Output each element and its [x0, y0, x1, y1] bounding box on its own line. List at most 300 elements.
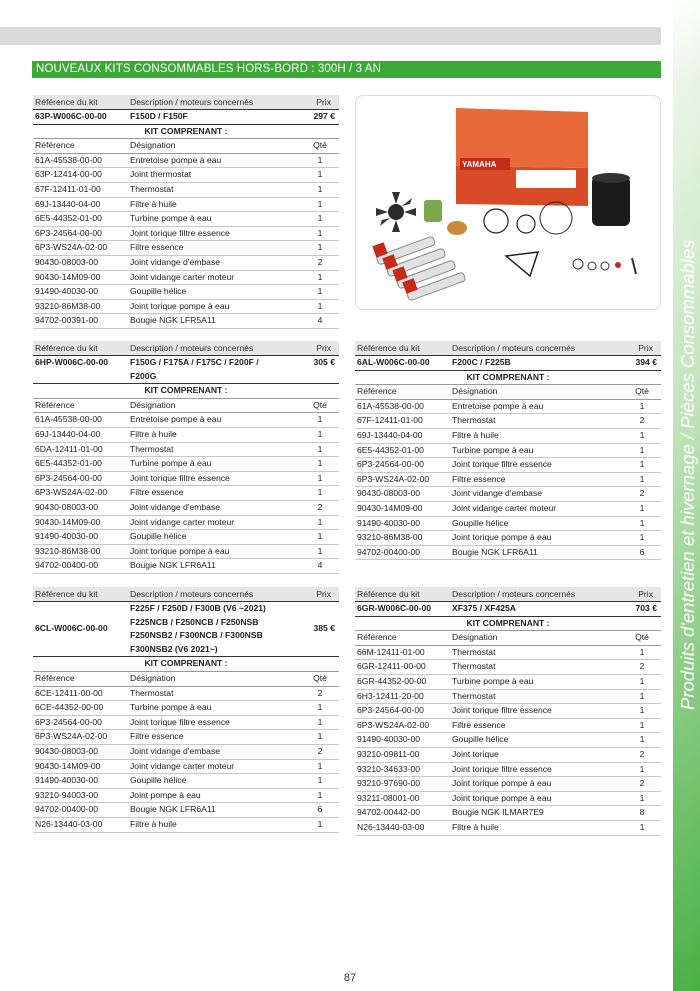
- price-label: Prix: [316, 97, 331, 107]
- part-designation: Joint torique pompe à eau: [452, 792, 552, 803]
- part-reference: 69J-13440-04-00: [35, 198, 101, 209]
- part-quantity: 1: [317, 545, 323, 556]
- table-row: [33, 285, 339, 300]
- part-quantity: 2: [639, 748, 645, 759]
- items-header-row: [355, 385, 661, 400]
- table-row: [33, 516, 339, 531]
- part-designation: Joint torique: [452, 748, 499, 759]
- part-designation: Joint torique filtre essence: [130, 472, 230, 483]
- desc-label: Description / moteurs concernés: [130, 589, 254, 599]
- table-row: [33, 701, 339, 716]
- designation-label: Désignation: [452, 632, 498, 643]
- part-reference: 6E5-44352-01-00: [357, 444, 424, 455]
- part-designation: Thermostat: [130, 687, 174, 698]
- part-quantity: 1: [639, 400, 645, 411]
- part-designation: Filtre à huile: [452, 821, 499, 832]
- table-row: [355, 473, 661, 488]
- part-designation: Filtre essence: [452, 719, 506, 730]
- part-reference: 6P3-WS24A-02-00: [35, 731, 108, 742]
- table-row: [355, 458, 661, 473]
- part-designation: Joint torique filtre essence: [130, 227, 230, 238]
- part-reference: 93211-08001-00: [357, 792, 420, 803]
- part-reference: 6H3-12411-20-00: [357, 690, 424, 701]
- part-quantity: 1: [639, 646, 645, 657]
- part-designation: Joint thermostat: [130, 169, 192, 180]
- kit-price: 703 €: [635, 603, 657, 613]
- part-reference: 61A-45538-00-00: [35, 154, 102, 165]
- table-row: [355, 690, 661, 705]
- reference-label: Référence: [357, 386, 397, 397]
- part-quantity: 1: [317, 271, 323, 282]
- kit-main-row: [33, 601, 339, 657]
- table-row: [33, 256, 339, 271]
- part-reference: 6GR-12411-00-00: [357, 661, 426, 672]
- part-reference: 6CE-12411-00-00: [35, 687, 103, 698]
- part-quantity: 1: [639, 459, 645, 470]
- table-row: [33, 443, 339, 458]
- side-title: Produits d'entretien et hivernage / Pièces Consommables: [677, 239, 698, 710]
- part-quantity: 1: [639, 473, 645, 484]
- small-ring-icon: [588, 262, 596, 270]
- table-row: [355, 821, 661, 836]
- kit-table: [355, 341, 661, 560]
- table-row: [33, 457, 339, 472]
- table-row: [33, 241, 339, 256]
- qty-label: Qté: [313, 672, 327, 683]
- kit-table: [33, 587, 339, 833]
- part-designation: Filtre essence: [130, 487, 184, 498]
- part-designation: Thermostat: [452, 415, 496, 426]
- table-row: [33, 774, 339, 789]
- part-designation: Joint torique pompe à eau: [452, 778, 552, 789]
- part-quantity: 2: [317, 745, 323, 756]
- table-row: [33, 212, 339, 227]
- designation-label: Désignation: [130, 399, 176, 410]
- part-reference: 6E5-44352-01-00: [35, 458, 102, 469]
- desc-label: Description / moteurs concernés: [452, 343, 576, 353]
- part-quantity: 1: [317, 531, 323, 542]
- desc-label: Description / moteurs concernés: [130, 343, 254, 353]
- gasket-icon: [484, 209, 508, 233]
- part-designation: Goupille hélice: [130, 775, 187, 786]
- kit-models-line: F225F / F250D / F300B (V6 ~2021): [130, 603, 266, 613]
- part-reference: 93210-97690-00: [357, 778, 421, 789]
- part-designation: Thermostat: [130, 183, 174, 194]
- part-quantity: 1: [639, 675, 645, 686]
- table-row: [355, 487, 661, 502]
- part-reference: 93210-09811-00: [357, 748, 420, 759]
- part-designation: Goupille hélice: [452, 517, 509, 528]
- part-quantity: 1: [639, 429, 645, 440]
- part-designation: Entretoise pompe à eau: [130, 414, 222, 425]
- part-designation: Filtre à huile: [452, 429, 499, 440]
- impeller-icon: [376, 192, 416, 232]
- part-quantity: 1: [639, 719, 645, 730]
- part-reference: 93210-86M38-00: [357, 532, 423, 543]
- part-reference: 6GR-44352-00-00: [357, 675, 427, 686]
- kit-models-line: F250NSB2 / F300NCB / F300NSB: [130, 630, 263, 641]
- part-designation: Joint torique pompe à eau: [452, 532, 552, 543]
- part-designation: Filtre essence: [130, 242, 184, 253]
- part-quantity: 2: [317, 256, 323, 267]
- kit-header-row: [33, 341, 339, 355]
- part-designation: Bougie NGK LFR6A11: [452, 546, 538, 557]
- part-quantity: 2: [639, 778, 645, 789]
- part-reference: 6P3-24564-00-00: [357, 459, 424, 470]
- table-row: [33, 818, 339, 833]
- qty-label: Qté: [635, 632, 649, 643]
- part-quantity: 1: [317, 716, 323, 727]
- part-designation: Turbine pompe à eau: [130, 458, 212, 469]
- table-row: [33, 168, 339, 183]
- kit-header-row: [33, 587, 339, 601]
- kit-reference: 6AL-W006C-00-00: [357, 357, 430, 367]
- part-quantity: 1: [639, 792, 645, 803]
- part-quantity: 1: [639, 532, 645, 543]
- part-quantity: 1: [317, 227, 323, 238]
- part-designation: Turbine pompe à eau: [452, 444, 534, 455]
- table-row: [33, 545, 339, 560]
- part-designation: Joint vidange d'embase: [130, 745, 221, 756]
- part-designation: Goupille hélice: [130, 286, 187, 297]
- items-header-row: [355, 631, 661, 646]
- fuel-filter-icon: [424, 200, 442, 222]
- part-quantity: 1: [639, 690, 645, 701]
- part-quantity: 1: [317, 472, 323, 483]
- ref-kit-label: Référence du kit: [35, 97, 98, 107]
- part-designation: Joint vidange d'embase: [452, 488, 543, 499]
- part-designation: Filtre essence: [452, 473, 506, 484]
- table-row: [33, 716, 339, 731]
- table-row: [33, 413, 339, 428]
- part-reference: N26-13440-03-00: [357, 821, 425, 832]
- part-quantity: 8: [639, 807, 645, 818]
- part-quantity: 1: [317, 443, 323, 454]
- part-reference: 6DA-12411-01-00: [35, 443, 103, 454]
- kit-comprenant: KIT COMPRENANT :: [33, 657, 339, 672]
- part-designation: Joint pompe à eau: [130, 789, 201, 800]
- part-designation: Entretoise pompe à eau: [452, 400, 544, 411]
- part-reference: 91490-40030-00: [357, 517, 421, 528]
- part-reference: 94702-00400-00: [357, 546, 421, 557]
- kit-reference: 6CL-W006C-00-00: [35, 623, 108, 634]
- table-row: [33, 154, 339, 169]
- designation-label: Désignation: [452, 386, 498, 397]
- table-row: [33, 530, 339, 545]
- kit-price: 305 €: [313, 357, 335, 367]
- part-quantity: 1: [317, 286, 323, 297]
- thermostat-icon: [447, 221, 467, 235]
- part-reference: 6P3-24564-00-00: [35, 716, 102, 727]
- kit-table: [33, 95, 339, 329]
- kit-product-photo: [355, 95, 661, 310]
- part-designation: Joint torique filtre essence: [452, 705, 552, 716]
- part-quantity: 1: [639, 763, 645, 774]
- kit-reference: 6GR-W006C-00-00: [357, 603, 432, 613]
- table-row: [33, 271, 339, 286]
- kit-models: F150D / F150F: [130, 111, 188, 121]
- table-row: [355, 733, 661, 748]
- part-reference: 90430-08003-00: [35, 256, 99, 267]
- part-reference: 6P3-WS24A-02-00: [357, 719, 430, 730]
- part-designation: Filtre essence: [130, 731, 184, 742]
- part-reference: 93210-86M38-00: [35, 545, 101, 556]
- table-row: [33, 803, 339, 818]
- part-quantity: 4: [317, 315, 323, 326]
- part-designation: Thermostat: [130, 443, 174, 454]
- part-quantity: 1: [639, 705, 645, 716]
- kit-price: 394 €: [635, 357, 657, 367]
- part-reference: 61A-45538-00-00: [35, 414, 102, 425]
- table-row: [33, 227, 339, 242]
- part-reference: 6P3-WS24A-02-00: [35, 242, 108, 253]
- oring-icon: [517, 215, 535, 233]
- part-reference: 93210-86M38-00: [35, 300, 101, 311]
- kit-models: [130, 602, 285, 656]
- kit-comprenant: KIT COMPRENANT :: [355, 371, 661, 386]
- part-reference: 6E5-44352-01-00: [35, 213, 102, 224]
- part-designation: Joint vidange carter moteur: [130, 516, 235, 527]
- part-designation: Joint torique pompe à eau: [130, 300, 230, 311]
- oring-icon: [540, 202, 572, 234]
- part-reference: 93210-94003-00: [35, 789, 99, 800]
- table-row: [33, 428, 339, 443]
- table-row: [355, 675, 661, 690]
- table-row: [355, 763, 661, 778]
- part-reference: 6P3-24564-00-00: [35, 472, 102, 483]
- page-number: 87: [343, 972, 357, 984]
- small-ring-icon: [615, 262, 621, 268]
- kit-models-line: F225NCB / F250NCB / F250NSB: [130, 616, 259, 627]
- kit-table: [355, 587, 661, 836]
- part-reference: 66M-12411-01-00: [357, 646, 425, 657]
- small-ring-icon: [601, 262, 609, 270]
- table-row: [33, 789, 339, 804]
- part-designation: Joint torique filtre essence: [452, 459, 552, 470]
- kit-reference: 6HP-W006C-00-00: [35, 357, 109, 367]
- part-reference: 6P3-WS24A-02-00: [357, 473, 430, 484]
- items-header-row: [33, 672, 339, 687]
- part-reference: 90430-14M09-00: [357, 502, 423, 513]
- part-reference: 91490-40030-00: [35, 775, 99, 786]
- ref-kit-label: Référence du kit: [35, 589, 98, 599]
- part-reference: 91490-40030-00: [357, 734, 421, 745]
- pump-gasket-icon: [506, 252, 538, 276]
- kit-header-row: [33, 95, 339, 109]
- part-quantity: 2: [317, 501, 323, 512]
- part-designation: Joint vidange carter moteur: [130, 760, 235, 771]
- kit-main-row: [355, 601, 661, 617]
- table-row: [33, 687, 339, 702]
- part-quantity: 2: [639, 661, 645, 672]
- part-quantity: 2: [639, 415, 645, 426]
- part-designation: Thermostat: [452, 690, 496, 701]
- price-label: Prix: [638, 589, 653, 599]
- part-quantity: 2: [317, 687, 323, 698]
- qty-label: Qté: [313, 399, 327, 410]
- part-reference: 90430-08003-00: [35, 745, 99, 756]
- ref-kit-label: Référence du kit: [357, 343, 420, 353]
- part-quantity: 1: [317, 731, 323, 742]
- part-designation: Joint torique filtre essence: [130, 716, 230, 727]
- price-label: Prix: [638, 343, 653, 353]
- part-quantity: 1: [317, 169, 323, 180]
- desc-label: Description / moteurs concernés: [452, 589, 576, 599]
- part-quantity: 1: [317, 213, 323, 224]
- reference-label: Référence: [35, 672, 75, 683]
- designation-label: Désignation: [130, 140, 176, 151]
- table-row: [355, 414, 661, 429]
- oil-filter-icon: [592, 176, 630, 226]
- kit-comprenant: KIT COMPRENANT :: [355, 617, 661, 632]
- part-designation: Joint vidange d'embase: [130, 501, 221, 512]
- table-row: [33, 183, 339, 198]
- part-quantity: 1: [317, 242, 323, 253]
- price-label: Prix: [316, 589, 331, 599]
- kit-price: 297 €: [313, 111, 335, 121]
- table-row: [355, 502, 661, 517]
- designation-label: Désignation: [130, 672, 176, 683]
- table-row: [355, 400, 661, 415]
- table-row: [355, 444, 661, 459]
- kit-main-row: [33, 109, 339, 125]
- table-row: [355, 719, 661, 734]
- table-row: [355, 517, 661, 532]
- part-reference: 90430-14M09-00: [35, 760, 101, 771]
- table-row: [33, 760, 339, 775]
- ref-kit-label: Référence du kit: [357, 589, 420, 599]
- part-quantity: 1: [639, 821, 645, 832]
- part-quantity: 1: [317, 198, 323, 209]
- reference-label: Référence: [35, 399, 75, 410]
- part-reference: 91490-40030-00: [35, 286, 99, 297]
- qty-label: Qté: [635, 386, 649, 397]
- kit-main-row: [355, 355, 661, 371]
- part-reference: 94702-00442-00: [357, 807, 421, 818]
- table-row: [355, 704, 661, 719]
- ref-kit-label: Référence du kit: [35, 343, 98, 353]
- reference-label: Référence: [35, 140, 75, 151]
- table-row: [355, 748, 661, 763]
- part-reference: 94702-00400-00: [35, 560, 99, 571]
- part-designation: Joint torique filtre essence: [452, 763, 552, 774]
- section-title: NOUVEAUX KITS CONSOMMABLES HORS-BORD : 300H / 3 AN: [32, 61, 661, 78]
- part-quantity: 1: [317, 818, 323, 829]
- part-quantity: 1: [639, 734, 645, 745]
- cotter-pin-icon: [632, 258, 636, 274]
- part-designation: Joint torique pompe à eau: [130, 545, 230, 556]
- part-quantity: 1: [317, 428, 323, 439]
- part-quantity: 1: [317, 487, 323, 498]
- table-row: [355, 429, 661, 444]
- part-quantity: 1: [317, 760, 323, 771]
- qty-label: Qté: [313, 140, 327, 151]
- kit-models: XF375 / XF425A: [452, 603, 517, 613]
- kit-reference: 63P-W006C-00-00: [35, 111, 107, 121]
- part-quantity: 6: [317, 804, 323, 815]
- table-row: [33, 314, 339, 329]
- table-row: [33, 745, 339, 760]
- spark-plugs-icon: [372, 236, 466, 301]
- kit-models-line: F300NSB2 (V6 2021~): [130, 643, 218, 654]
- reference-label: Référence: [357, 632, 397, 643]
- part-reference: 91490-40030-00: [35, 531, 99, 542]
- part-reference: 67F-12411-01-00: [357, 415, 423, 426]
- part-quantity: 1: [639, 502, 645, 513]
- part-reference: 69J-13440-04-00: [357, 429, 423, 440]
- part-quantity: 1: [639, 444, 645, 455]
- top-strip: [0, 27, 661, 45]
- part-designation: Filtre à huile: [130, 428, 177, 439]
- part-reference: 6P3-24564-00-00: [357, 705, 424, 716]
- part-designation: Turbine pompe à eau: [452, 675, 534, 686]
- part-reference: 69J-13440-04-00: [35, 428, 101, 439]
- part-designation: Goupille hélice: [130, 531, 187, 542]
- kit-header-row: [355, 341, 661, 355]
- yamaha-logo: YAMAHA: [462, 160, 497, 169]
- table-row: [33, 472, 339, 487]
- small-ring-icon: [573, 259, 583, 269]
- part-quantity: 1: [317, 300, 323, 311]
- part-reference: 90430-14M09-00: [35, 271, 101, 282]
- table-row: [33, 486, 339, 501]
- part-designation: Bougie NGK LFR5A11: [130, 315, 216, 326]
- table-row: [33, 501, 339, 516]
- desc-label: Description / moteurs concernés: [130, 97, 254, 107]
- kit-header-row: [355, 587, 661, 601]
- part-designation: Joint vidange carter moteur: [130, 271, 235, 282]
- part-quantity: 1: [317, 458, 323, 469]
- items-header-row: [33, 399, 339, 414]
- table-row: [355, 546, 661, 561]
- part-designation: Bougie NGK LFR6A11: [130, 560, 216, 571]
- part-reference: 90430-08003-00: [357, 488, 421, 499]
- part-designation: Filtre à huile: [130, 818, 177, 829]
- part-reference: 67F-12411-01-00: [35, 183, 101, 194]
- kit-illustration: [356, 96, 661, 310]
- box-label: [516, 170, 576, 188]
- table-row: [355, 792, 661, 807]
- part-quantity: 1: [317, 789, 323, 800]
- kit-comprenant: KIT COMPRENANT :: [33, 125, 339, 140]
- part-reference: 93210-34633-00: [357, 763, 421, 774]
- table-row: [33, 198, 339, 213]
- part-quantity: 1: [317, 183, 323, 194]
- part-quantity: 6: [639, 546, 645, 557]
- part-designation: Thermostat: [452, 661, 496, 672]
- table-row: [33, 730, 339, 745]
- kit-models: F200C / F225B: [452, 357, 511, 367]
- part-quantity: 1: [317, 702, 323, 713]
- part-reference: 6P3-WS24A-02-00: [35, 487, 108, 498]
- table-row: [33, 300, 339, 315]
- part-reference: 94702-00391-00: [35, 315, 99, 326]
- part-quantity: 1: [317, 154, 323, 165]
- table-row: [355, 531, 661, 546]
- part-reference: 94702-00400-00: [35, 804, 99, 815]
- kit-price: 385 €: [313, 623, 335, 634]
- kit-models: F150G / F175A / F175C / F200F / F200G: [130, 357, 259, 381]
- table-row: [355, 806, 661, 821]
- part-quantity: 1: [317, 414, 323, 425]
- part-designation: Goupille hélice: [452, 734, 509, 745]
- part-quantity: 1: [317, 516, 323, 527]
- part-reference: 90430-14M09-00: [35, 516, 101, 527]
- part-designation: Joint vidange carter moteur: [452, 502, 557, 513]
- table-row: [355, 660, 661, 675]
- part-reference: 90430-08003-00: [35, 501, 99, 512]
- part-designation: Joint vidange d'embase: [130, 256, 221, 267]
